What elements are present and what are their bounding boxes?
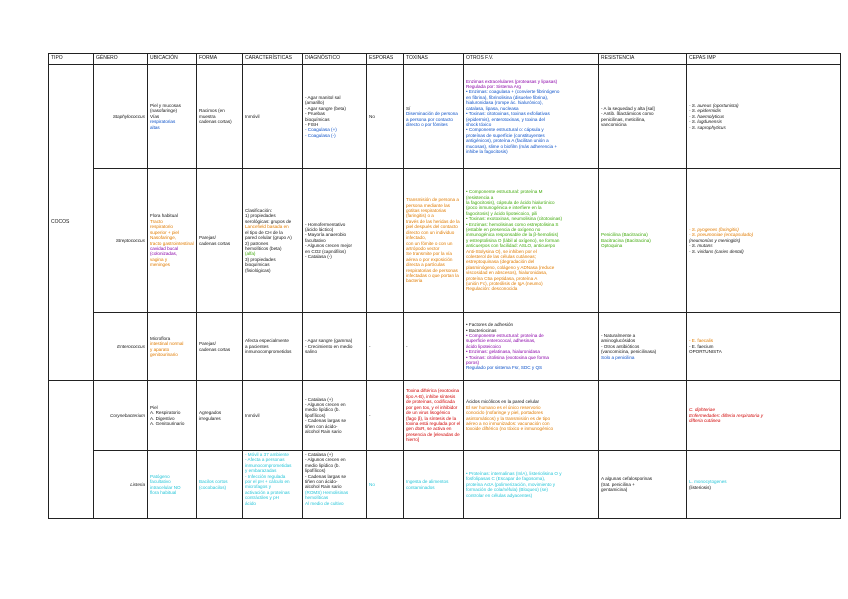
cell-line: El ser humano es el único reservorio bbox=[466, 404, 541, 410]
cell-line: gentamicina) bbox=[601, 487, 628, 493]
cell-toxinas: - bbox=[404, 313, 464, 381]
cell-line: - S. saprophyticus bbox=[689, 124, 726, 130]
cell-line: genitourinario bbox=[150, 351, 178, 357]
cell-line: - S. pneumoniae (encapsulado) bbox=[689, 232, 754, 238]
cell-otros bbox=[464, 381, 599, 451]
cell-line: (ROMS) Hemolisinas bbox=[305, 489, 349, 495]
cell-toxinas bbox=[404, 451, 464, 519]
cell-line: aérea o por exposición bbox=[406, 256, 453, 262]
cell-line: tipo A-B), inhibe síntesis bbox=[406, 393, 456, 399]
header-toxinas: TOXINAS bbox=[404, 54, 464, 65]
cell-line: - Móvil a 37 ambiente bbox=[245, 452, 289, 457]
cell-line: Regulación: desconocida bbox=[466, 286, 518, 292]
cell-line: Bacilos cortos bbox=[199, 479, 228, 485]
cell-line: - Cadenas largas se bbox=[305, 473, 347, 479]
cell-line: cavidad bucal bbox=[150, 245, 179, 251]
cell-line: (fisiológicas) bbox=[245, 267, 271, 273]
cell-line: ácido lipoteicoico bbox=[466, 343, 501, 349]
cell-line: difteria cutánea bbox=[689, 418, 721, 424]
cell-line: tracto gastrointestinal bbox=[150, 240, 194, 246]
cell-line: Ingesta de alimentos bbox=[406, 479, 449, 485]
cell-diagnostico bbox=[303, 169, 367, 313]
cell-line: inmunocomprometidas bbox=[245, 462, 292, 468]
cell-line: antigénicos), proteína A (facilitan unión a bbox=[466, 138, 549, 144]
cell-resistencia bbox=[599, 169, 687, 313]
cell-cepas bbox=[687, 169, 841, 313]
cell-line: fagocitosis) y ácido lipoteicoico, pili bbox=[466, 210, 538, 216]
cell-line: aéreo a no inmunizados: vacunación con bbox=[466, 420, 550, 426]
cell-line: través de las heridas de la bbox=[406, 218, 460, 224]
table-row bbox=[49, 65, 841, 169]
cell-line: altas bbox=[150, 124, 160, 130]
cell-line: (alfa) bbox=[245, 251, 256, 257]
cell-esporas: No bbox=[367, 451, 404, 519]
cell-line: - E. faecalis bbox=[689, 338, 713, 344]
table-row bbox=[49, 169, 841, 313]
cell-line: microfagos y bbox=[245, 484, 272, 490]
cell-line: inmunocomprometidos bbox=[245, 349, 292, 355]
cell-genero: Corynebacterium bbox=[94, 381, 148, 451]
cell-line: pared celular (grupo A) bbox=[245, 235, 292, 241]
cell-line: mucosas), slime o biofilm (más adherencia + bbox=[466, 143, 558, 149]
cell-line: - Pruebas bbox=[305, 111, 325, 117]
cell-line: • Proteínas: internalinas (InlA), listeriolisina O y bbox=[466, 470, 562, 476]
cell-line: - Cadenas largas se bbox=[305, 418, 347, 424]
cell-line: directo con un individuo bbox=[406, 229, 455, 235]
cell-line: (colonizadas, bbox=[150, 251, 178, 257]
cell-line: 3) propiedades bbox=[245, 256, 276, 262]
cell-line: directa a partículas bbox=[406, 262, 445, 268]
cell-line: Flora habitual bbox=[150, 213, 178, 219]
cell-line: • Componente estructural: proteína de bbox=[466, 332, 544, 338]
cell-line: Solo a penicilina bbox=[601, 354, 635, 360]
cell-caracteristicas: Inmóvil bbox=[243, 381, 303, 451]
cell-line: por el pH + cálculo en bbox=[245, 479, 290, 485]
cell-line: - E. faecium bbox=[689, 343, 714, 349]
cell-diagnostico bbox=[303, 313, 367, 381]
cell-toxinas bbox=[404, 65, 464, 169]
cell-line: superior + piel bbox=[150, 229, 179, 235]
cell-line: • Enzimas: gelatinasa, hialuronidasa bbox=[466, 349, 540, 355]
cell-cepas bbox=[687, 381, 841, 451]
cell-ubicacion bbox=[148, 381, 197, 451]
cell-line: irregulares bbox=[199, 415, 221, 421]
cell-line: (neumonías y meningitis) bbox=[689, 237, 741, 243]
cell-line: - A la sequedad y alta [sal] bbox=[601, 105, 655, 111]
cell-line: contráctiles y pH bbox=[245, 495, 279, 501]
cell-line: colesterol de las células cutáneas; bbox=[466, 254, 536, 260]
header-row bbox=[49, 54, 841, 65]
cell-line: - Otros antibióticos bbox=[601, 343, 640, 349]
cell-line: (ácido láctico) bbox=[305, 226, 334, 232]
cell-line: muestra bbox=[199, 113, 216, 119]
cell-line: penicilinas, meticilina, bbox=[601, 116, 646, 122]
cell-line: - Homofermentativo bbox=[305, 221, 346, 227]
cell-line: - Coagulasa (-) bbox=[305, 132, 336, 138]
cell-line: poros) bbox=[466, 360, 480, 366]
cell-line: lipofílicos) bbox=[305, 468, 326, 474]
cell-otros bbox=[464, 65, 599, 169]
cell-line: cadenas cortas) bbox=[199, 119, 232, 125]
cell-line: y estreptolisina O (lábil al oxígeno), se forman bbox=[466, 237, 560, 243]
cell-line: por gen tox, y el inhibidor bbox=[406, 404, 458, 410]
cell-line: conocido (nofaringe y piel, portadores bbox=[466, 410, 543, 416]
cell-forma bbox=[197, 451, 243, 519]
cell-esporas: - bbox=[367, 381, 404, 451]
cell-line: cadenas cortas bbox=[199, 240, 231, 246]
cell-line: hemolíticos (beta) bbox=[245, 245, 282, 251]
cell-line: toxoide diftérico (no tóxico e inmunogénico bbox=[466, 426, 554, 432]
cell-line: vancomicina bbox=[601, 121, 627, 127]
table-row bbox=[49, 381, 841, 451]
header-genero: GÉNERO bbox=[94, 54, 148, 65]
cell-genero: Streptococcus bbox=[94, 169, 148, 313]
cell-line: Parejas/ bbox=[199, 235, 216, 241]
cell-line: 2) patrones bbox=[245, 240, 269, 246]
cell-line: - S. aureus (oportunista) bbox=[689, 102, 739, 108]
cell-line: - Algunos crecen en bbox=[305, 401, 346, 407]
cell-line: tiñen con ácido- bbox=[305, 479, 338, 485]
cell-line: Microflora bbox=[150, 335, 171, 341]
cell-line: - Catalasa (+) bbox=[305, 452, 333, 457]
cell-esporas: - bbox=[367, 313, 404, 381]
cell-line: (nasofaringe) bbox=[150, 108, 178, 114]
cell-line: - Naturalmente a bbox=[601, 332, 636, 338]
cell-line: - Infección regulada bbox=[245, 473, 286, 479]
cell-toxinas bbox=[404, 381, 464, 451]
cell-line: aminoglucósidos bbox=[601, 338, 636, 344]
cell-caracteristicas bbox=[243, 451, 303, 519]
cell-line: - S. lugdunensis bbox=[689, 119, 722, 125]
cell-resistencia bbox=[599, 451, 687, 519]
cell-line: proteína C5a peptidasa, proteína A bbox=[466, 275, 538, 281]
cell-line: persona mediante las bbox=[406, 202, 450, 208]
cell-line: A. Digestivo bbox=[150, 415, 175, 421]
cell-line: ácido bbox=[245, 500, 256, 506]
cell-line: bioquímicas bbox=[305, 116, 330, 122]
cell-line: toxina está regulada por el bbox=[406, 420, 461, 426]
cell-line: OPORTUNISTA bbox=[689, 349, 722, 355]
cell-line: Transmisión de persona a bbox=[406, 197, 459, 203]
cell-line: alcohol Rain sario bbox=[305, 429, 342, 435]
cell-caracteristicas bbox=[243, 313, 303, 381]
cell-line: activación a proteínas bbox=[245, 489, 290, 495]
cell-line: Diseminación de persona bbox=[406, 111, 458, 117]
cell-line: C. diphteriae bbox=[689, 407, 716, 413]
cell-line: (unión Fc), proteólisis de IgA (neumo) bbox=[466, 281, 543, 287]
cell-line: formación de cola/néfula) (Bloqueo) (se) bbox=[466, 487, 548, 493]
cell-line: Clasificación: bbox=[245, 208, 273, 214]
cell-diagnostico bbox=[303, 65, 367, 169]
cell-line: catalasa, lipasa, nucleasa bbox=[466, 105, 519, 111]
cell-line: (estable en presencia de oxígeno no bbox=[466, 226, 541, 232]
cell-line: • Toxinas: citolisina (exotoxina que forma bbox=[466, 354, 549, 360]
cell-line: 1) propiedades bbox=[245, 213, 276, 219]
cell-line: y aparato bbox=[150, 346, 170, 352]
cell-line: - Coagulasa (+) bbox=[305, 127, 337, 133]
cell-line: en CO2 (capnófilos) bbox=[305, 248, 346, 254]
cell-line: Optoquina bbox=[601, 243, 623, 249]
cell-line: - S. haemolyticus bbox=[689, 113, 725, 119]
header-otros: OTROS F.V. bbox=[464, 54, 599, 65]
cell-line: inhibe la fagocitosis) bbox=[466, 148, 508, 154]
cell-line: estreptoquinasa (degradación del bbox=[466, 259, 535, 265]
header-ubicacion: UBICACIÓN bbox=[148, 54, 197, 65]
cell-line: - Catalasa (+) bbox=[305, 396, 333, 402]
cell-line: Racimos (en bbox=[199, 108, 225, 114]
cell-line: shock tóxico bbox=[466, 121, 492, 127]
cell-cepas bbox=[687, 65, 841, 169]
cell-forma bbox=[197, 381, 243, 451]
cell-line: • Enzimas: coagulasa + (convierte fibrinógeno bbox=[466, 89, 560, 95]
cell-line: gen dtxR, se activa en bbox=[406, 426, 452, 432]
cell-line: respiratorias bbox=[150, 119, 176, 125]
cell-line: bacteria bbox=[406, 278, 423, 284]
cell-line: - Antib. ßlactámicos como bbox=[601, 111, 654, 117]
cell-genero: Listeria bbox=[94, 451, 148, 519]
cell-otros bbox=[464, 169, 599, 313]
table-row bbox=[49, 313, 841, 381]
cell-line: serológicas: grupos de bbox=[245, 218, 292, 224]
cell-line: piel después del contacto bbox=[406, 224, 458, 230]
cell-line: Vías bbox=[150, 113, 160, 119]
cell-line: - Afecta a personas bbox=[245, 457, 285, 463]
cell-genero: Staphylococcus bbox=[94, 65, 148, 169]
cell-line: Afecta especialmente bbox=[245, 338, 289, 344]
cell-line: facultativo bbox=[305, 237, 326, 243]
cell-diagnostico bbox=[303, 451, 367, 519]
cell-line: A. Genitourinario bbox=[150, 420, 185, 426]
cell-line: Anti-Stolysina O), se inhiben por el bbox=[466, 248, 537, 254]
cell-line: (fago β), la síntesis de la bbox=[406, 415, 457, 421]
cell-line: (amarillo) bbox=[305, 100, 325, 106]
cell-caracteristicas bbox=[243, 169, 303, 313]
cell-forma bbox=[197, 169, 243, 313]
cell-ubicacion bbox=[148, 451, 197, 519]
cell-line: (epidermis), enterotoxinas, y toxina del bbox=[466, 116, 545, 122]
cell-genero: Enterococcus bbox=[94, 313, 148, 381]
cell-line: lipofílicos) bbox=[305, 412, 326, 418]
cell-line: de proteínas, codificada bbox=[406, 399, 455, 405]
cell-line: Penicilina (Bacitracina) bbox=[601, 232, 648, 238]
cell-line: hialuronidasa (rompe ác. hialurónico), bbox=[466, 100, 543, 106]
cell-line: facultativo bbox=[150, 479, 171, 485]
cell-line: plasminógeno, colágeno y ADNasa (reduce bbox=[466, 264, 555, 270]
cell-line: artrópodo vector bbox=[406, 245, 440, 251]
cell-line: - Algunos crecen mejor bbox=[305, 243, 352, 249]
cell-resistencia bbox=[599, 381, 687, 451]
cell-ubicacion bbox=[148, 313, 197, 381]
cell-esporas bbox=[367, 169, 404, 313]
cell-line: • Toxinas: citotoxinas, toxinas exfoliativas bbox=[466, 111, 550, 117]
cell-line: superficie enterococal, adhesinas, bbox=[466, 338, 536, 344]
cell-line: (cocobacilos) bbox=[199, 484, 227, 490]
cell-line: a pacientes bbox=[245, 343, 269, 349]
cell-line: contaminados bbox=[406, 484, 435, 490]
cell-line: Se transmite por la vía bbox=[406, 251, 452, 257]
cell-line: intracelular NO bbox=[150, 484, 181, 490]
cell-ubicacion bbox=[148, 169, 197, 313]
header-diagnostico: DIAGNÓSTICO bbox=[303, 54, 367, 65]
cell-line: gotitas respiratorias bbox=[406, 208, 447, 214]
cell-line: Regulada por: Sistema Arg bbox=[466, 84, 521, 90]
cell-cepas bbox=[687, 313, 841, 381]
cell-line: hierro] bbox=[406, 437, 420, 443]
group-cocos: COCOS bbox=[49, 65, 94, 381]
header-forma: FORMA bbox=[197, 54, 243, 65]
cell-line: Sí bbox=[406, 105, 411, 111]
cell-line: Agregados bbox=[199, 410, 222, 416]
cell-line: Nasofaringe, bbox=[150, 235, 177, 241]
cell-line: A algunas cefalosporinas bbox=[601, 476, 653, 482]
cell-line: - S. mutans bbox=[689, 243, 713, 249]
cell-line: - S. epidermidis bbox=[689, 108, 721, 114]
cell-line: anticuerpos con facilidad: ASLO, anticuerpo bbox=[466, 243, 556, 249]
cell-line: y embarazadas bbox=[245, 468, 277, 474]
cell-line: • Componente estructural: proteína M bbox=[466, 189, 543, 195]
cell-line: • Componente estructural o: cápsula y bbox=[466, 127, 544, 133]
cell-line: viscosidad en abscesos), hialuronidasa, bbox=[466, 270, 548, 276]
cell-cepas bbox=[687, 451, 841, 519]
cell-line: a persona por contacto bbox=[406, 116, 453, 122]
cell-line: salino bbox=[305, 349, 318, 355]
cell-line: vagina y bbox=[150, 256, 168, 262]
cell-line: - FISH bbox=[305, 121, 319, 127]
cell-line: Ácidos micólicos en la pared celular bbox=[466, 399, 540, 405]
cell-line: el tipo de CH de la bbox=[245, 229, 283, 235]
cell-line: medio lipídico (b. bbox=[305, 407, 340, 413]
cell-line: - Agar sangre (beta) bbox=[305, 105, 346, 111]
cell-line: (listeriosis) bbox=[689, 484, 711, 490]
cell-line: - S. viridans (caries dental) bbox=[689, 248, 744, 254]
cell-line: Piel bbox=[150, 404, 158, 410]
cell-line: L. monocytogenes bbox=[689, 479, 727, 485]
cell-line: infectadas o que portan la bbox=[406, 272, 459, 278]
cell-line: asintomáticos) y la transmisión es de tipo bbox=[466, 415, 550, 421]
cell-toxinas bbox=[404, 169, 464, 313]
cell-line: Bacitracina (Bacitracina) bbox=[601, 237, 651, 243]
cell-line: inmunogénica responsable de la β-hemolisis) bbox=[466, 232, 559, 238]
cell-line: Patógeno bbox=[150, 473, 170, 479]
header-caracteristicas: CARACTERÍSTICAS bbox=[243, 54, 303, 65]
cell-line: - S. pyogenes (faringitis) bbox=[689, 226, 739, 232]
cell-resistencia bbox=[599, 65, 687, 169]
cell-line: (resistencia a bbox=[466, 194, 494, 200]
header-cepas: CEPAS IMP bbox=[687, 54, 841, 65]
cell-line: respiratorias de personas bbox=[406, 267, 458, 273]
cell-line: Enzimas extracelulares (proteasas y lipasas) bbox=[466, 78, 558, 84]
cell-line: - Mayoría anaerobio bbox=[305, 232, 347, 238]
cell-resistencia bbox=[599, 313, 687, 381]
cell-line: meninges bbox=[150, 262, 170, 268]
cell-ubicacion bbox=[148, 65, 197, 169]
cell-line: fosfolipasas C (Escapar de fagosoma), bbox=[466, 476, 546, 482]
cell-line: Toxina diftérica (exotoxina bbox=[406, 388, 460, 394]
cell-line: flora habitual bbox=[150, 489, 177, 495]
cell-line: - Catalasa (-) bbox=[305, 254, 332, 260]
cell-line: de un virus lisogénico bbox=[406, 410, 451, 416]
cell-line: Tracto bbox=[150, 218, 163, 224]
cell-line: alcohol Rain sario bbox=[305, 484, 342, 490]
cell-otros bbox=[464, 313, 599, 381]
header-tipo: TIPO bbox=[49, 54, 94, 65]
cell-line: - Crecimiento en medio bbox=[305, 343, 353, 349]
cell-line: • Factores de adhesión bbox=[466, 322, 514, 328]
cell-line: hemolíticas bbox=[305, 495, 329, 501]
cell-line: (faringitis) o a bbox=[406, 213, 434, 219]
cell-line: proteínas de superficie (constituyentes bbox=[466, 132, 545, 138]
cell-esporas: No bbox=[367, 65, 404, 169]
cell-line: intestinal normal bbox=[150, 341, 184, 347]
cell-line: (vancomicina, penicilinasa) bbox=[601, 349, 657, 355]
cell-line: • Enzimas: hemolisinas como estreptolisina S bbox=[466, 221, 559, 227]
cell-otros bbox=[464, 451, 599, 519]
cell-line: - Agar sangre (gamma) bbox=[305, 338, 353, 344]
header-esporas: ESPORAS bbox=[367, 54, 404, 65]
cell-line: medio lipídico (b. bbox=[305, 462, 340, 468]
cell-line: bioquímicas bbox=[245, 262, 270, 268]
cell-caracteristicas: Inmóvil bbox=[243, 65, 303, 169]
cell-line: directo o por fómites bbox=[406, 121, 448, 127]
cell-line: infectado, bbox=[406, 235, 426, 241]
cell-line: - Algunos crecen en bbox=[305, 457, 346, 463]
cell-line: la fagocitosis), cápsula de ácido hialurónico bbox=[466, 199, 555, 205]
cell-line: (trat. penicilina + bbox=[601, 481, 635, 487]
table-row bbox=[49, 451, 841, 519]
cell-line: proteína ActA (polimerización, movimiento y bbox=[466, 481, 556, 487]
cell-line: - Agar manitol sal bbox=[305, 94, 341, 100]
cell-line: tiñen con ácido- bbox=[305, 423, 338, 429]
header-resistencia: RESISTENCIA bbox=[599, 54, 687, 65]
cell-line: • Bacteriocinas bbox=[466, 327, 497, 333]
group-empty bbox=[49, 381, 94, 519]
cell-line: • Toxinas: exotoxinas, neumolisina (citotoxinas) bbox=[466, 216, 562, 222]
cell-line: Regulado por sistema Fsr, SDC y QS bbox=[466, 365, 543, 371]
cell-line: en fibrina), fibrinolisina (disuelve fibrina), bbox=[466, 94, 549, 100]
cell-line: presencia de [elevadas de bbox=[406, 431, 460, 437]
cell-line: con un fómite o con un bbox=[406, 240, 453, 246]
cell-line: Piel y mucosas bbox=[150, 102, 181, 108]
bacteria-table bbox=[48, 53, 841, 519]
cell-line: controlar en células adyacentes) bbox=[466, 492, 533, 498]
cell-line: Lancefield basada en bbox=[245, 224, 289, 230]
cell-line: cadenas cortas bbox=[199, 346, 231, 352]
cell-line: Parejas/ bbox=[199, 341, 216, 347]
cell-line: Al medio de cultivo bbox=[305, 500, 344, 506]
cell-forma bbox=[197, 313, 243, 381]
cell-forma bbox=[197, 65, 243, 169]
cell-line: (poco inmunogénica e interfiere en la bbox=[466, 205, 542, 211]
cell-diagnostico bbox=[303, 381, 367, 451]
cell-line: Enfermedades: difteria respiratoria y bbox=[689, 412, 764, 418]
cell-line: A. Respiratorio bbox=[150, 410, 181, 416]
cell-line: respiratorio bbox=[150, 224, 173, 230]
